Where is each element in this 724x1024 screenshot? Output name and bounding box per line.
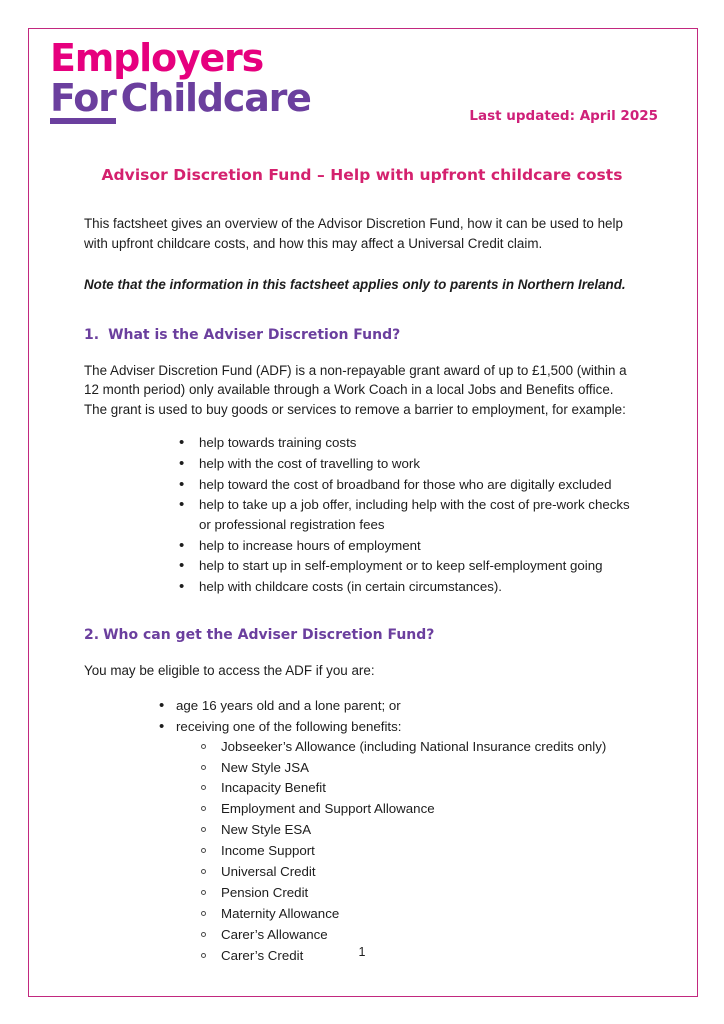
section-number-1: 1. xyxy=(84,326,100,343)
last-updated-label: Last updated: April 2025 xyxy=(469,108,658,124)
intro-paragraph: This factsheet gives an overview of the Advisor Discretion Fund, how it can be used to help with upfront childcare costs, and how this may affect a Universal Credit claim. xyxy=(84,216,623,251)
page-title: Advisor Discretion Fund – Help with upfront childcare costs xyxy=(101,166,623,184)
list-item: • help towards training costs xyxy=(46,433,632,453)
logo-line-for-childcare xyxy=(50,76,311,124)
list-item: • help to start up in self-employment or to keep self-employment going xyxy=(46,556,632,576)
section-title-2: Who can get the Adviser Discretion Fund? xyxy=(103,626,435,643)
list-item: • help to increase hours of employment xyxy=(46,536,632,556)
list-item: Carer’s Credit xyxy=(176,946,632,965)
section-heading-2 xyxy=(46,627,666,643)
list-item: • help toward the cost of broadband for those who are digitally excluded xyxy=(46,475,632,495)
list-item: • help with childcare costs (in certain circumstances). xyxy=(46,577,632,597)
list-item: Income Support xyxy=(176,841,632,860)
page-number-footer: 1 xyxy=(358,945,366,959)
list-item: Pension Credit xyxy=(176,883,632,902)
list-item: Universal Credit xyxy=(176,862,632,881)
section-2-body: You may be eligible to access the ADF if you are: xyxy=(84,662,375,678)
employers-for-childcare-logo xyxy=(50,36,311,124)
logo-word-for: For xyxy=(50,79,116,124)
note-paragraph: Note that the information in this factsheet applies only to parents in Northern Ireland. xyxy=(84,277,626,293)
section-1-body: The Adviser Discretion Fund (ADF) is a non-repayable grant award of up to £1,500 (within a 12 month period) only available through a Work Coach in a local Jobs and Benefits office. The grant is used to buy goods or services to remove a barrier to employment, for example: xyxy=(84,362,627,417)
list-item: New Style ESA xyxy=(176,820,632,839)
list-item: Jobseeker’s Allowance (including National Insurance credits only) xyxy=(176,737,632,756)
logo-line-employers: Employers xyxy=(50,36,263,80)
list-item: Carer’s Allowance xyxy=(176,925,632,944)
section-title-1: What is the Adviser Discretion Fund? xyxy=(108,326,401,343)
list-item: Maternity Allowance xyxy=(176,904,632,923)
list-item: • help with the cost of travelling to work xyxy=(46,454,632,474)
list-item-label: receiving one of the following benefits: xyxy=(176,718,402,734)
section-heading-1 xyxy=(46,327,666,343)
list-item: • age 16 years old and a lone parent; or xyxy=(46,696,632,716)
section-number-2: 2. xyxy=(84,626,100,643)
document-header xyxy=(46,38,666,134)
section-2-bullet-list xyxy=(46,696,666,965)
benefits-sublist xyxy=(176,737,632,965)
list-item xyxy=(46,717,632,965)
list-item: New Style JSA xyxy=(176,758,632,777)
list-item: • help to take up a job offer, including help with the cost of pre-work checks or professional registration fees xyxy=(46,495,632,534)
logo-word-childcare: Childcare xyxy=(120,76,311,121)
section-1-bullet-list xyxy=(46,433,666,596)
list-item: Employment and Support Allowance xyxy=(176,799,632,818)
list-item: Incapacity Benefit xyxy=(176,778,632,797)
